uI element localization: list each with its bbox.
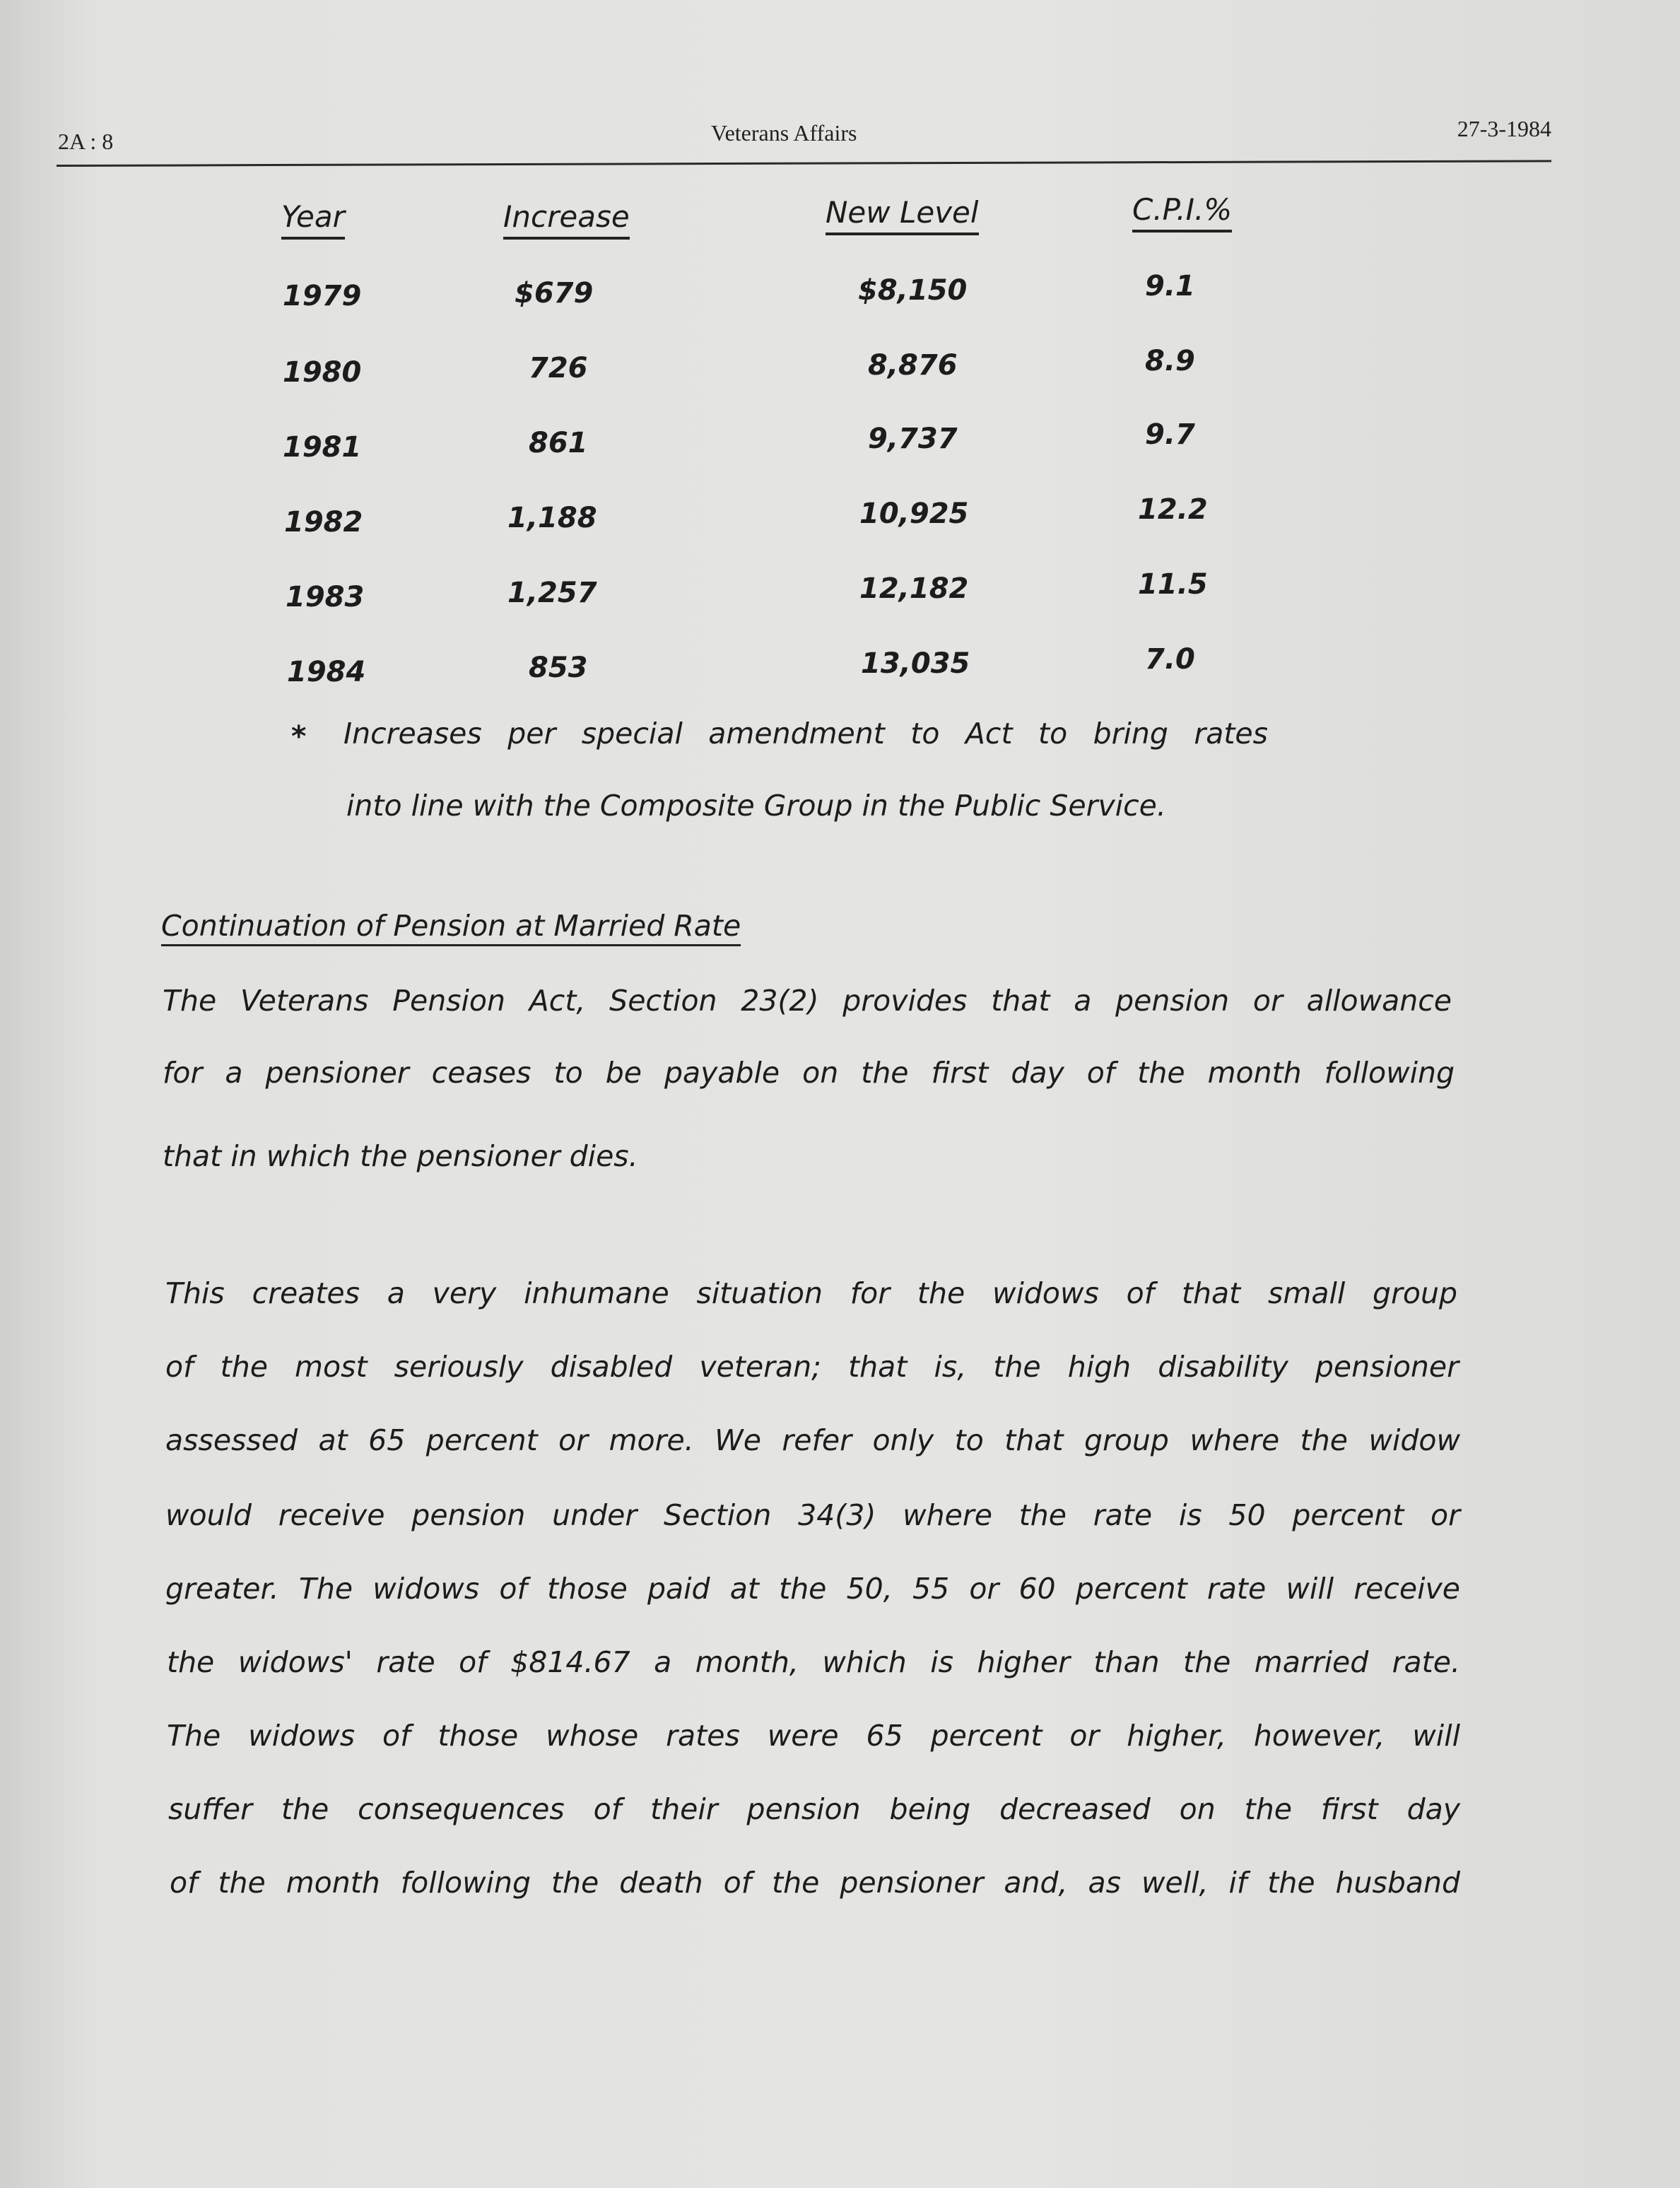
table-cell-cpi: 11.5 (1138, 568, 1208, 601)
table-cell-cpi: 9.1 (1145, 270, 1195, 302)
table-cell-new-level: 12,182 (859, 572, 969, 605)
paragraph-line: This creates a very inhumane situation for the widows of that small group (165, 1276, 1457, 1310)
paragraph-line: assessed at 65 percent or more. We refer only to that group where the widow (165, 1423, 1460, 1457)
table-cell-increase: 861 (529, 427, 588, 459)
footnote-line: Increases per special amendment to Act to bring rates (343, 717, 1268, 751)
table-cell-increase: 1,257 (507, 577, 597, 609)
table-cell-year: 1984 (287, 656, 366, 688)
footnote-marker: * (291, 719, 307, 753)
table-cell-new-level: 13,035 (861, 647, 970, 680)
table-cell-cpi: 12.2 (1138, 493, 1208, 526)
table-cell-year: 1980 (283, 356, 362, 389)
table-cell-cpi: 9.7 (1145, 418, 1195, 451)
column-header-new-level: New Level (826, 195, 979, 235)
footnote-line: into line with the Composite Group in the Public Service. (346, 789, 1166, 823)
table-cell-increase: 1,188 (507, 502, 597, 534)
column-header-increase: Increase (503, 199, 630, 240)
table-cell-new-level: 8,876 (868, 349, 958, 382)
table-cell-increase: 853 (529, 652, 588, 684)
header-date: 27-3-1984 (1457, 116, 1551, 141)
table-cell-increase: $679 (515, 277, 594, 310)
table-cell-year: 1983 (286, 581, 365, 613)
table-cell-new-level: $8,150 (858, 274, 968, 307)
table-cell-increase: 726 (529, 352, 588, 384)
paragraph-line: would receive pension under Section 34(3) where the rate is 50 percent or (165, 1498, 1460, 1532)
table-cell-year: 1982 (284, 506, 363, 539)
paragraph-line: for a pensioner ceases to be payable on the first day of the month following (163, 1056, 1455, 1090)
table-cell-year: 1981 (283, 431, 362, 464)
paragraph-line: that in which the pensioner dies. (163, 1139, 638, 1173)
paragraph-line: the widows' rate of $814.67 a month, which is higher than the married rate. (167, 1645, 1460, 1679)
table-cell-cpi: 7.0 (1145, 643, 1195, 676)
paragraph-line: suffer the consequences of their pension being decreased on the first day (168, 1792, 1460, 1826)
page-reference: 2A : 8 (58, 129, 114, 154)
table-cell-new-level: 10,925 (859, 498, 969, 530)
paragraph-line: of the most seriously disabled veteran; that is, the high disability pensioner (165, 1350, 1459, 1384)
paragraph-line: greater. The widows of those paid at the 50, 55 or 60 percent rate will receive (165, 1572, 1460, 1606)
header-rule (57, 160, 1551, 167)
paragraph-line: The widows of those whose rates were 65 percent or higher, however, will (167, 1719, 1460, 1753)
table-cell-cpi: 8.9 (1145, 345, 1195, 377)
paragraph-line: The Veterans Pension Act, Section 23(2) provides that a pension or allowance (163, 984, 1452, 1018)
page-header (57, 106, 1551, 170)
paragraph-line: of the month following the death of the pensioner and, as well, if the husband (170, 1866, 1460, 1900)
section-heading: Continuation of Pension at Married Rate (161, 909, 741, 946)
table-cell-new-level: 9,737 (868, 423, 958, 455)
column-header-cpi: C.P.I.% (1132, 192, 1232, 233)
column-header-year: Year (281, 199, 345, 240)
header-title: Veterans Affairs (711, 120, 857, 146)
table-cell-year: 1979 (283, 280, 362, 312)
